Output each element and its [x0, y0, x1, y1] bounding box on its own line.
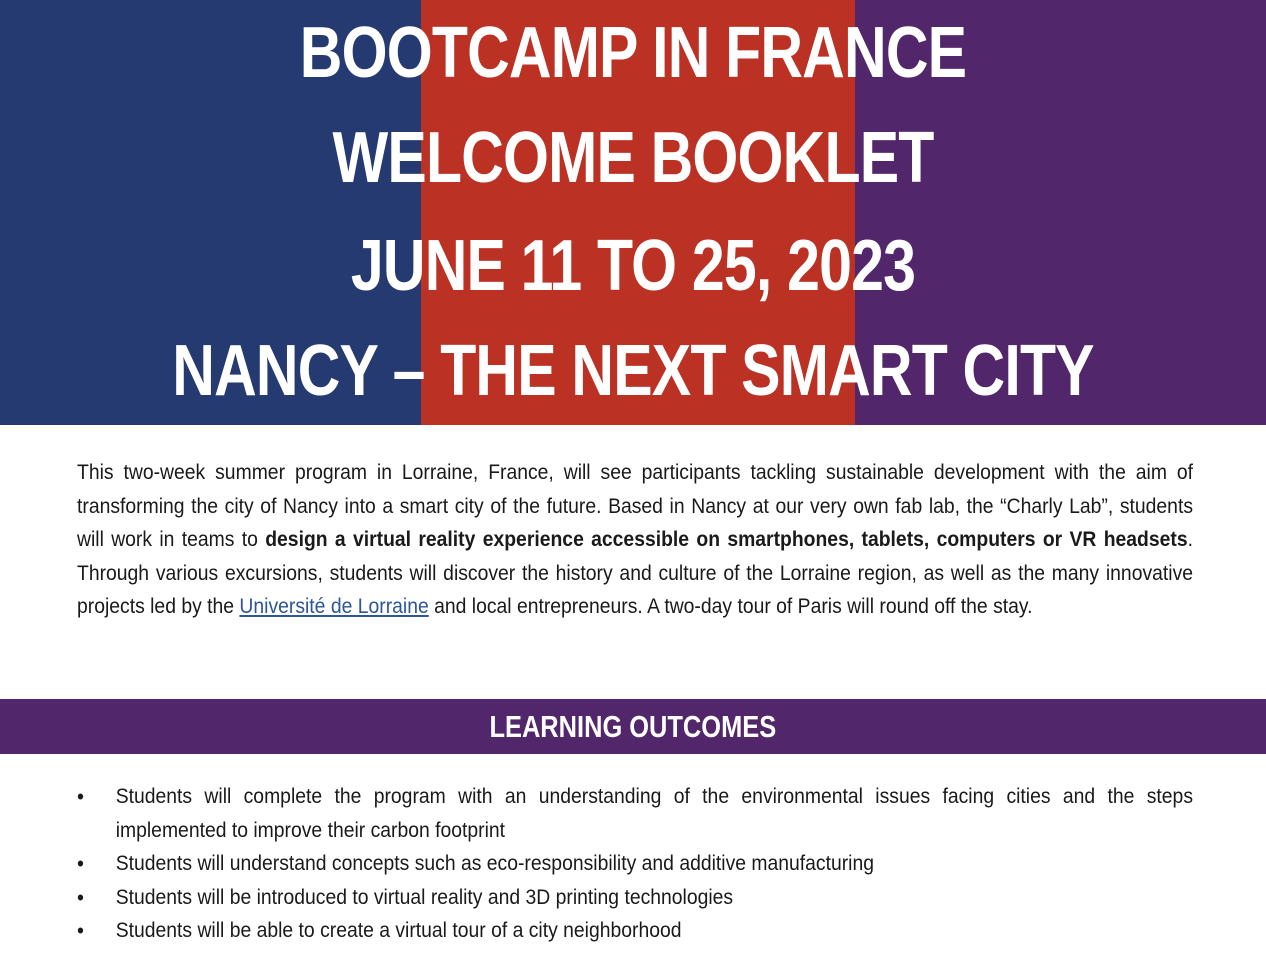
title-nancy-smart-city: NANCY – THE NEXT SMART CITY [172, 331, 1094, 411]
title-dates: JUNE 11 TO 25, 2023 [350, 226, 916, 306]
intro-text-2: . Through various excursions, students will discover the history and culture of the Lorraine region, as well as the many innovative projects led by the [77, 527, 1193, 618]
intro-paragraph [77, 456, 1193, 624]
bullet-icon: • [77, 918, 84, 943]
title-bootcamp: BOOTCAMP IN FRANCE [299, 13, 967, 93]
header-titles [0, 0, 1266, 425]
universite-de-lorraine-link[interactable]: Université de Lorraine [239, 594, 429, 618]
list-item-text: Students will be introduced to virtual reality and 3D printing technologies [115, 884, 734, 909]
list-item [77, 847, 1193, 881]
section-title: LEARNING OUTCOMES [489, 708, 777, 744]
title-welcome-booklet: WELCOME BOOKLET [332, 118, 934, 198]
list-item-text: Students will complete the program with an understanding of the environmental issues facing cities and the steps implemented to improve their carbon footprint [115, 784, 1194, 842]
bullet-icon: • [77, 884, 84, 910]
learning-outcomes-list [77, 780, 1193, 948]
intro-bold-text: design a virtual reality experience accessible on smartphones, tablets, computers or VR headsets [265, 527, 1188, 551]
list-item [77, 780, 1193, 847]
bullet-icon: • [77, 851, 84, 876]
list-item-text: Students will be able to create a virtual tour of a city neighborhood [115, 918, 682, 942]
intro-text-1: This two-week summer program in Lorraine, France, will see participants tackling sustainable development with the aim of transforming the city of Nancy into a smart city of the future. Based in Nancy at our very own fab lab, the “Charly Lab”, students will work in teams to [77, 460, 1193, 551]
list-item-text: Students will understand concepts such as eco-responsibility and additive manufacturing [115, 851, 875, 875]
list-item [77, 914, 1193, 948]
bullet-icon: • [77, 784, 84, 809]
intro-text-3: and local entrepreneurs. A two-day tour of Paris will round off the stay. [428, 594, 1033, 618]
learning-outcomes-header [0, 699, 1266, 754]
list-item [77, 881, 1193, 915]
